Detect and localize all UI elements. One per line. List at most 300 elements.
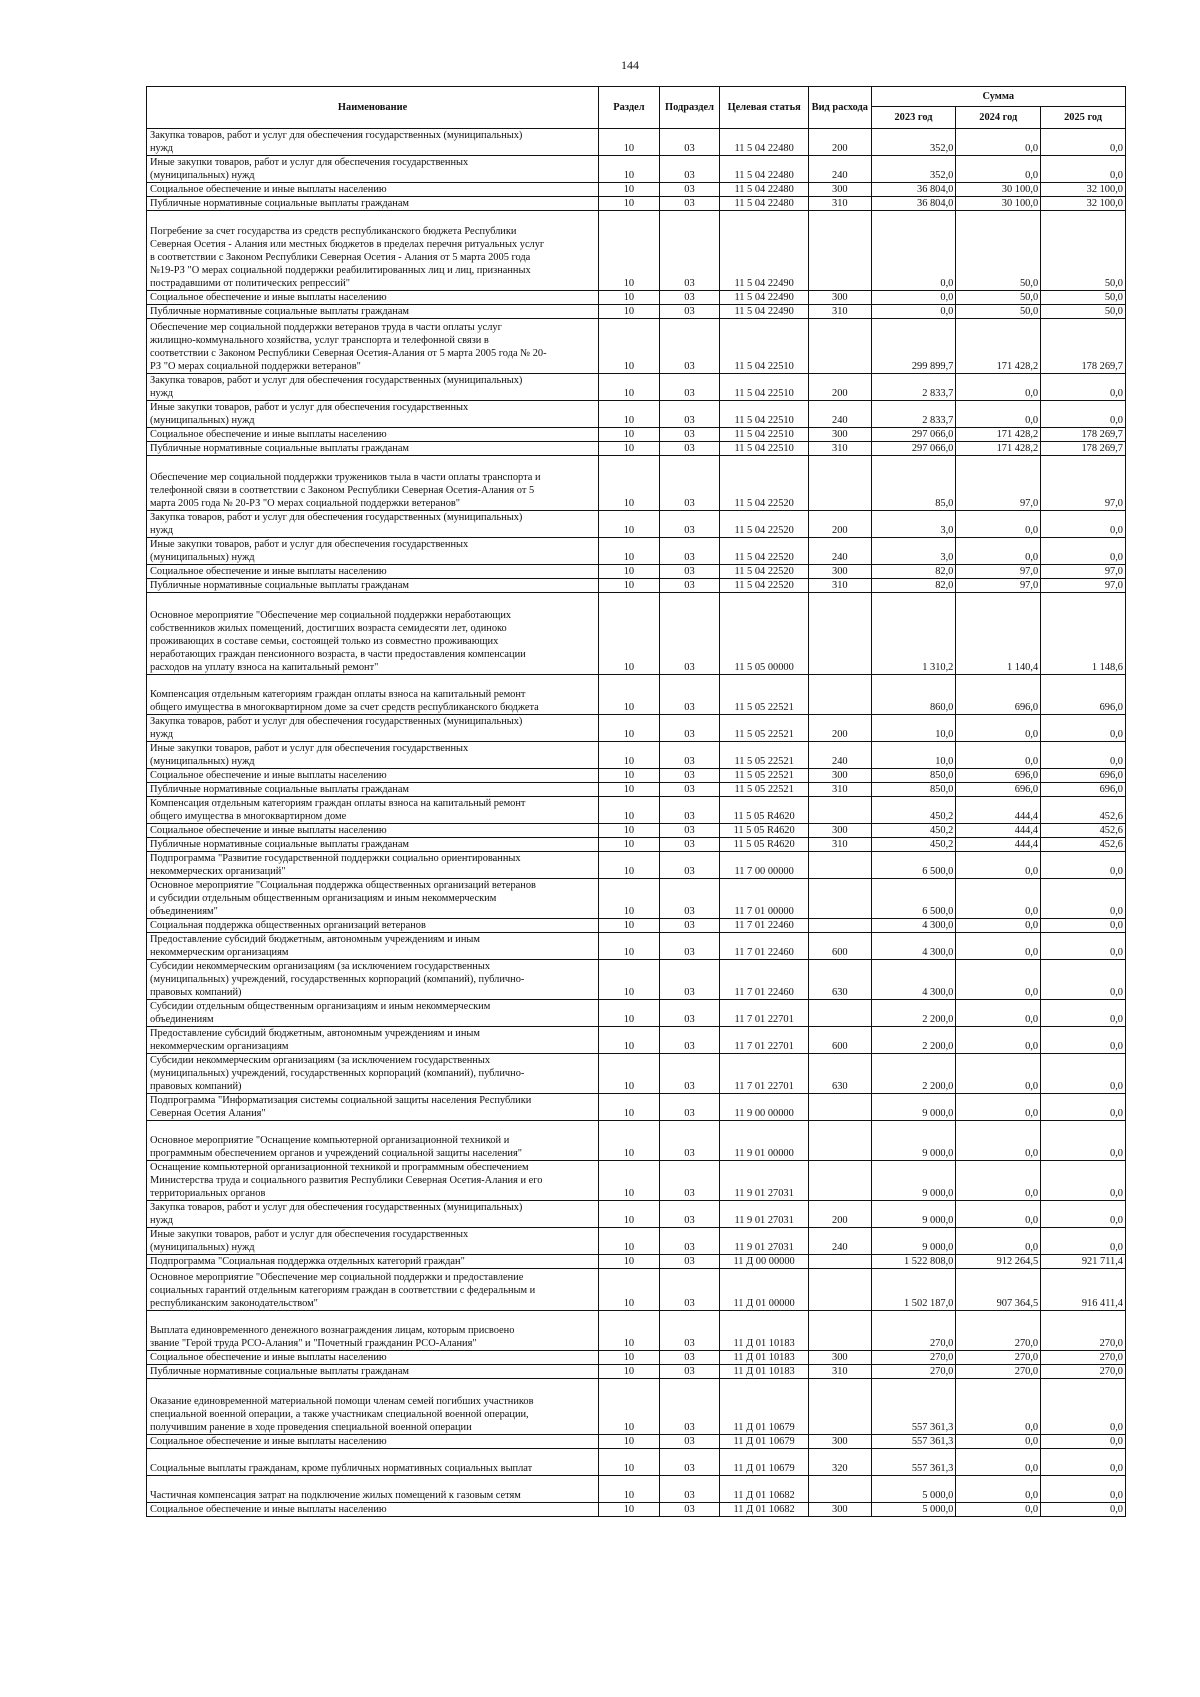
row-sum-2023: 450,2 [871,797,956,824]
row-expense-type [809,593,872,675]
row-target: 11 5 04 22520 [720,511,809,538]
row-sum-2023: 352,0 [871,129,956,156]
row-target: 11 Д 01 10679 [720,1379,809,1435]
row-sum-2024: 171 428,2 [956,442,1041,456]
row-section: 10 [599,675,660,715]
row-sum-2023: 1 502 187,0 [871,1269,956,1311]
row-expense-type [809,919,872,933]
row-sum-2023: 270,0 [871,1365,956,1379]
row-sum-2023: 10,0 [871,715,956,742]
table-row [147,538,1126,565]
row-name: Выплата единовременного денежного вознаграждения лицам, которым присвоено звание "Герой труда РСО-Алания" и "Почетный гражданин РСО-Алания" [147,1311,599,1351]
row-sum-2024: 0,0 [956,1161,1041,1201]
row-section: 10 [599,797,660,824]
row-target: 11 5 04 22510 [720,442,809,456]
row-sum-2025: 0,0 [1041,1228,1126,1255]
row-expense-type: 630 [809,960,872,1000]
row-subsection: 03 [659,769,720,783]
row-sum-2024: 30 100,0 [956,183,1041,197]
row-section: 10 [599,715,660,742]
row-name: Социальная поддержка общественных организаций ветеранов [147,919,599,933]
table-row [147,715,1126,742]
row-name: Оказание единовременной материальной помощи членам семей погибших участников специальной военной операции, а также участникам специальной военной операции, получившим ранение в ходе проведения специальной военной операции [147,1379,599,1435]
row-subsection: 03 [659,1269,720,1311]
row-sum-2023: 10,0 [871,742,956,769]
row-subsection: 03 [659,538,720,565]
row-section: 10 [599,401,660,428]
row-sum-2024: 97,0 [956,579,1041,593]
row-expense-type [809,1161,872,1201]
row-name: Публичные нормативные социальные выплаты гражданам [147,305,599,319]
row-sum-2023: 557 361,3 [871,1449,956,1476]
row-sum-2023: 9 000,0 [871,1094,956,1121]
row-section: 10 [599,1027,660,1054]
row-section: 10 [599,1269,660,1311]
row-sum-2023: 9 000,0 [871,1121,956,1161]
table-row [147,1161,1126,1201]
row-sum-2024: 50,0 [956,211,1041,291]
table-row [147,783,1126,797]
row-section: 10 [599,1476,660,1503]
row-sum-2024: 696,0 [956,769,1041,783]
row-sum-2025: 0,0 [1041,1161,1126,1201]
row-sum-2023: 3,0 [871,511,956,538]
row-target: 11 5 04 22490 [720,211,809,291]
row-section: 10 [599,1161,660,1201]
row-expense-type [809,1094,872,1121]
row-name: Основное мероприятие "Обеспечение мер социальной поддержки и предоставление социальных гарантий отдельным категориям граждан в соответствии с федеральным и республиканским законодательством" [147,1269,599,1311]
row-sum-2024: 0,0 [956,1054,1041,1094]
row-expense-type [809,675,872,715]
row-sum-2025: 50,0 [1041,211,1126,291]
row-target: 11 5 05 22521 [720,715,809,742]
row-target: 11 Д 01 10679 [720,1449,809,1476]
row-subsection: 03 [659,1094,720,1121]
row-name: Иные закупки товаров, работ и услуг для обеспечения государственных (муниципальных) нужд [147,156,599,183]
row-sum-2025: 452,6 [1041,797,1126,824]
row-sum-2025: 270,0 [1041,1351,1126,1365]
row-name: Основное мероприятие "Оснащение компьютерной организационной техникой и программным обеспечением органов и учреждений социальной защиты населения" [147,1121,599,1161]
row-name: Социальное обеспечение и иные выплаты населению [147,428,599,442]
table-row [147,374,1126,401]
row-subsection: 03 [659,565,720,579]
row-target: 11 7 01 22460 [720,960,809,1000]
row-name: Иные закупки товаров, работ и услуг для обеспечения государственных (муниципальных) нужд [147,742,599,769]
row-sum-2023: 4 300,0 [871,919,956,933]
row-target: 11 Д 01 00000 [720,1269,809,1311]
row-name: Публичные нормативные социальные выплаты гражданам [147,197,599,211]
row-sum-2024: 0,0 [956,1379,1041,1435]
row-sum-2024: 0,0 [956,374,1041,401]
table-row [147,211,1126,291]
row-sum-2024: 444,4 [956,824,1041,838]
row-name: Основное мероприятие "Обеспечение мер социальной поддержки неработающих собственников жилых помещений, достигших возраста семидесяти лет, одиноко проживающих в составе семьи, состоящей только из совместно проживающих неработающих граждан пенсионного возраста, в части предоставления компенсации расходов на уплату взноса на капитальный ремонт" [147,593,599,675]
row-section: 10 [599,579,660,593]
row-target: 11 7 01 22460 [720,933,809,960]
row-target: 11 Д 01 10679 [720,1435,809,1449]
row-expense-type: 300 [809,824,872,838]
row-expense-type: 200 [809,374,872,401]
row-subsection: 03 [659,742,720,769]
row-sum-2025: 50,0 [1041,291,1126,305]
row-section: 10 [599,511,660,538]
row-section: 10 [599,156,660,183]
row-sum-2025: 0,0 [1041,1000,1126,1027]
row-name: Основное мероприятие "Социальная поддержка общественных организаций ветеранов и субсидии отдельным общественным организациям и иным некоммерческим объединениям" [147,879,599,919]
header-section: Раздел [599,87,660,129]
row-sum-2025: 0,0 [1041,742,1126,769]
row-section: 10 [599,374,660,401]
row-sum-2025: 0,0 [1041,1476,1126,1503]
table-row [147,579,1126,593]
row-sum-2023: 850,0 [871,783,956,797]
row-expense-type: 300 [809,428,872,442]
row-expense-type: 310 [809,579,872,593]
row-section: 10 [599,456,660,511]
row-name: Закупка товаров, работ и услуг для обеспечения государственных (муниципальных) нужд [147,129,599,156]
row-target: 11 5 04 22510 [720,374,809,401]
row-target: 11 5 04 22510 [720,401,809,428]
row-section: 10 [599,565,660,579]
row-section: 10 [599,933,660,960]
row-name: Иные закупки товаров, работ и услуг для обеспечения государственных (муниципальных) нужд [147,401,599,428]
row-expense-type [809,1379,872,1435]
row-sum-2024: 0,0 [956,933,1041,960]
row-sum-2024: 444,4 [956,838,1041,852]
row-sum-2023: 6 500,0 [871,852,956,879]
row-subsection: 03 [659,593,720,675]
row-sum-2025: 97,0 [1041,579,1126,593]
row-target: 11 5 05 00000 [720,593,809,675]
row-sum-2023: 299 899,7 [871,319,956,374]
row-subsection: 03 [659,401,720,428]
row-sum-2025: 0,0 [1041,538,1126,565]
row-target: 11 Д 01 10183 [720,1311,809,1351]
row-subsection: 03 [659,1054,720,1094]
row-sum-2025: 0,0 [1041,1503,1126,1517]
row-sum-2025: 0,0 [1041,374,1126,401]
row-sum-2024: 0,0 [956,1000,1041,1027]
row-subsection: 03 [659,1365,720,1379]
row-sum-2025: 0,0 [1041,129,1126,156]
row-section: 10 [599,1351,660,1365]
row-target: 11 5 04 22520 [720,565,809,579]
row-sum-2023: 860,0 [871,675,956,715]
row-section: 10 [599,1435,660,1449]
row-expense-type [809,1269,872,1311]
row-sum-2025: 452,6 [1041,824,1126,838]
row-target: 11 5 04 22510 [720,319,809,374]
row-expense-type: 310 [809,1365,872,1379]
row-subsection: 03 [659,715,720,742]
row-name: Закупка товаров, работ и услуг для обеспечения государственных (муниципальных) нужд [147,715,599,742]
row-target: 11 Д 01 10682 [720,1476,809,1503]
row-target: 11 7 01 22701 [720,1000,809,1027]
row-name: Погребение за счет государства из средств республиканского бюджета Республики Северная Осетия - Алания или местных бюджетов в пределах перечня ритуальных услуг в соответствии с Законом Республики Северная Осетия - Алания от 5 марта 2005 года №19-РЗ "О мерах социальной поддержки реабилитированных лиц и лиц, признанных пострадавшими от политических репрессий" [147,211,599,291]
row-section: 10 [599,1311,660,1351]
table-row [147,129,1126,156]
row-section: 10 [599,919,660,933]
row-subsection: 03 [659,1121,720,1161]
row-section: 10 [599,1094,660,1121]
row-target: 11 7 00 00000 [720,852,809,879]
row-sum-2024: 50,0 [956,291,1041,305]
row-subsection: 03 [659,456,720,511]
row-section: 10 [599,879,660,919]
table-row [147,933,1126,960]
row-target: 11 7 01 22460 [720,919,809,933]
row-sum-2023: 1 522 808,0 [871,1255,956,1269]
row-sum-2023: 5 000,0 [871,1503,956,1517]
row-sum-2024: 0,0 [956,538,1041,565]
row-section: 10 [599,1228,660,1255]
row-sum-2025: 0,0 [1041,933,1126,960]
row-name: Публичные нормативные социальные выплаты гражданам [147,579,599,593]
table-row [147,291,1126,305]
row-target: 11 Д 01 10183 [720,1365,809,1379]
row-name: Подпрограмма "Развитие государственной поддержки социально ориентированных некоммерческих организаций" [147,852,599,879]
row-sum-2023: 4 300,0 [871,960,956,1000]
row-expense-type [809,1121,872,1161]
row-sum-2023: 850,0 [871,769,956,783]
row-subsection: 03 [659,579,720,593]
row-subsection: 03 [659,428,720,442]
row-sum-2025: 0,0 [1041,1027,1126,1054]
row-section: 10 [599,183,660,197]
row-sum-2023: 6 500,0 [871,879,956,919]
row-sum-2023: 9 000,0 [871,1228,956,1255]
row-subsection: 03 [659,838,720,852]
row-sum-2024: 0,0 [956,879,1041,919]
row-target: 11 5 05 22521 [720,783,809,797]
row-sum-2025: 0,0 [1041,1054,1126,1094]
row-sum-2023: 557 361,3 [871,1379,956,1435]
table-row [147,1503,1126,1517]
row-sum-2024: 171 428,2 [956,428,1041,442]
table-row [147,197,1126,211]
table-row [147,919,1126,933]
table-row [147,742,1126,769]
row-sum-2023: 297 066,0 [871,442,956,456]
row-expense-type: 300 [809,769,872,783]
row-expense-type [809,211,872,291]
row-expense-type: 200 [809,715,872,742]
row-subsection: 03 [659,305,720,319]
row-expense-type: 630 [809,1054,872,1094]
row-target: 11 5 05 R4620 [720,824,809,838]
row-sum-2024: 0,0 [956,1435,1041,1449]
row-expense-type: 200 [809,129,872,156]
row-sum-2025: 178 269,7 [1041,442,1126,456]
row-sum-2025: 50,0 [1041,305,1126,319]
row-target: 11 9 01 00000 [720,1121,809,1161]
row-sum-2024: 0,0 [956,852,1041,879]
row-sum-2025: 0,0 [1041,1201,1126,1228]
row-name: Социальное обеспечение и иные выплаты населению [147,1503,599,1517]
row-name: Субсидии отдельным общественным организациям и иным некоммерческим объединениям [147,1000,599,1027]
row-name: Компенсация отдельным категориям граждан оплаты взноса на капитальный ремонт общего имущества в многоквартирном доме [147,797,599,824]
row-sum-2025: 270,0 [1041,1365,1126,1379]
row-sum-2025: 0,0 [1041,156,1126,183]
row-expense-type: 300 [809,1351,872,1365]
row-sum-2023: 9 000,0 [871,1201,956,1228]
row-expense-type: 600 [809,1027,872,1054]
row-section: 10 [599,742,660,769]
row-sum-2024: 444,4 [956,797,1041,824]
row-target: 11 5 04 22480 [720,183,809,197]
row-subsection: 03 [659,374,720,401]
row-sum-2025: 0,0 [1041,960,1126,1000]
row-expense-type [809,1311,872,1351]
row-name: Публичные нормативные социальные выплаты гражданам [147,783,599,797]
row-subsection: 03 [659,129,720,156]
row-sum-2024: 696,0 [956,675,1041,715]
row-subsection: 03 [659,1161,720,1201]
table-body [147,129,1126,1517]
row-section: 10 [599,1379,660,1435]
row-name: Социальное обеспечение и иные выплаты населению [147,824,599,838]
row-name: Социальное обеспечение и иные выплаты населению [147,1351,599,1365]
row-sum-2024: 97,0 [956,456,1041,511]
header-expense-type: Вид расхода [809,87,872,129]
table-row [147,1435,1126,1449]
row-name: Закупка товаров, работ и услуг для обеспечения государственных (муниципальных) нужд [147,511,599,538]
row-expense-type [809,1476,872,1503]
row-sum-2025: 0,0 [1041,511,1126,538]
row-sum-2023: 82,0 [871,579,956,593]
row-name: Подпрограмма "Информатизация системы социальной защиты населения Республики Северная Осетия Алания" [147,1094,599,1121]
row-target: 11 5 04 22520 [720,538,809,565]
row-sum-2023: 450,2 [871,838,956,852]
row-sum-2025: 0,0 [1041,852,1126,879]
table-row [147,305,1126,319]
row-name: Оснащение компьютерной организационной техникой и программным обеспечением Министерства труда и социального развития Республики Северная Осетия-Алания и его территориальных органов [147,1161,599,1201]
row-sum-2023: 3,0 [871,538,956,565]
table-row [147,1094,1126,1121]
row-subsection: 03 [659,1201,720,1228]
table-row [147,879,1126,919]
row-sum-2023: 2 833,7 [871,401,956,428]
row-sum-2025: 178 269,7 [1041,319,1126,374]
row-name: Подпрограмма "Социальная поддержка отдельных категорий граждан" [147,1255,599,1269]
row-expense-type: 200 [809,1201,872,1228]
row-expense-type: 240 [809,156,872,183]
header-sum: Сумма [871,87,1125,107]
row-target: 11 9 00 00000 [720,1094,809,1121]
row-sum-2025: 1 148,6 [1041,593,1126,675]
row-sum-2024: 0,0 [956,511,1041,538]
row-section: 10 [599,291,660,305]
row-sum-2023: 0,0 [871,211,956,291]
row-sum-2023: 9 000,0 [871,1161,956,1201]
row-sum-2025: 97,0 [1041,565,1126,579]
row-subsection: 03 [659,960,720,1000]
row-expense-type: 300 [809,291,872,305]
row-name: Субсидии некоммерческим организациям (за исключением государственных (муниципальных) учреждений, государственных корпораций (компаний), публично- правовых компаний) [147,1054,599,1094]
row-target: 11 7 01 22701 [720,1054,809,1094]
row-section: 10 [599,852,660,879]
table-row [147,1054,1126,1094]
row-name: Закупка товаров, работ и услуг для обеспечения государственных (муниципальных) нужд [147,1201,599,1228]
row-target: 11 5 04 22510 [720,428,809,442]
row-sum-2024: 171 428,2 [956,319,1041,374]
row-target: 11 5 05 R4620 [720,797,809,824]
row-sum-2025: 0,0 [1041,401,1126,428]
row-subsection: 03 [659,919,720,933]
row-target: 11 5 04 22520 [720,579,809,593]
row-target: 11 Д 01 10183 [720,1351,809,1365]
row-expense-type: 310 [809,838,872,852]
table-row [147,1027,1126,1054]
table-row [147,442,1126,456]
table-row [147,1449,1126,1476]
row-sum-2024: 0,0 [956,1476,1041,1503]
row-sum-2024: 0,0 [956,715,1041,742]
row-sum-2023: 2 200,0 [871,1027,956,1054]
table-row [147,1255,1126,1269]
row-target: 11 5 04 22490 [720,291,809,305]
row-subsection: 03 [659,824,720,838]
row-name: Социальное обеспечение и иные выплаты населению [147,769,599,783]
header-2023: 2023 год [871,107,956,129]
table-row [147,1201,1126,1228]
row-expense-type: 240 [809,401,872,428]
row-name: Социальное обеспечение и иные выплаты населению [147,183,599,197]
row-subsection: 03 [659,156,720,183]
row-sum-2023: 36 804,0 [871,197,956,211]
row-subsection: 03 [659,197,720,211]
row-target: 11 5 04 22490 [720,305,809,319]
row-target: 11 5 05 22521 [720,769,809,783]
row-section: 10 [599,129,660,156]
table-row [147,1228,1126,1255]
table-row [147,960,1126,1000]
row-sum-2023: 0,0 [871,305,956,319]
table-row [147,797,1126,824]
row-section: 10 [599,197,660,211]
row-sum-2024: 0,0 [956,1503,1041,1517]
row-target: 11 5 04 22480 [720,156,809,183]
row-name: Публичные нормативные социальные выплаты гражданам [147,1365,599,1379]
row-sum-2024: 30 100,0 [956,197,1041,211]
row-name: Субсидии некоммерческим организациям (за исключением государственных (муниципальных) учреждений, государственных корпораций (компаний), публично- правовых компаний) [147,960,599,1000]
row-subsection: 03 [659,1027,720,1054]
row-target: 11 9 01 27031 [720,1161,809,1201]
row-name: Социальное обеспечение и иные выплаты населению [147,565,599,579]
row-name: Социальное обеспечение и иные выплаты населению [147,1435,599,1449]
row-sum-2025: 0,0 [1041,879,1126,919]
row-sum-2024: 270,0 [956,1365,1041,1379]
table-row [147,428,1126,442]
row-name: Закупка товаров, работ и услуг для обеспечения государственных (муниципальных) нужд [147,374,599,401]
row-sum-2025: 0,0 [1041,1094,1126,1121]
row-subsection: 03 [659,183,720,197]
row-sum-2025: 32 100,0 [1041,183,1126,197]
row-subsection: 03 [659,1351,720,1365]
row-expense-type: 240 [809,1228,872,1255]
row-name: Обеспечение мер социальной поддержки тружеников тыла в части оплаты транспорта и телефонной связи в соответствии с Законом Республики Северная Осетия-Алания от 5 марта 2005 года № 20-РЗ "О мерах социальной поддержки ветеранов" [147,456,599,511]
row-sum-2025: 32 100,0 [1041,197,1126,211]
table-row [147,401,1126,428]
row-sum-2023: 1 310,2 [871,593,956,675]
row-sum-2025: 0,0 [1041,715,1126,742]
row-expense-type: 320 [809,1449,872,1476]
row-expense-type [809,879,872,919]
row-sum-2024: 0,0 [956,1121,1041,1161]
table-row [147,565,1126,579]
row-subsection: 03 [659,879,720,919]
row-subsection: 03 [659,511,720,538]
